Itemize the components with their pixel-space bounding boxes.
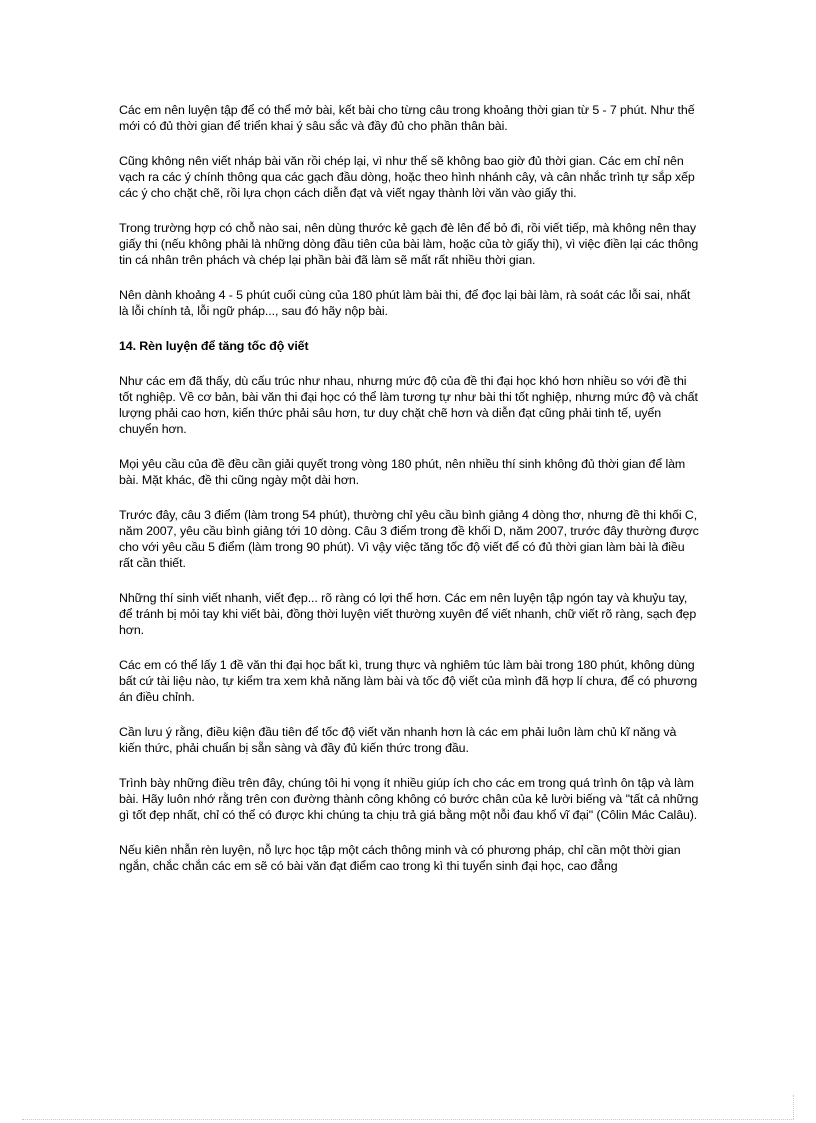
paragraph-writing-speed: Những thí sinh viết nhanh, viết đẹp... rõ ràng có lợi thế hơn. Các em nên luyện tập ngón tay và khuỷu tay, để tránh bị mỏi tay khi viết bài, đồng thời luyện viết thường xuyên để viết nhanh, chữ viết rõ ràng, sạch đẹp hơn. [119, 591, 697, 637]
section-heading: 14. Rèn luyện để tăng tốc độ viết [119, 339, 309, 353]
paragraph-difficulty: Như các em đã thấy, dù cấu trúc như nhau, nhưng mức độ của đề thi đại học khó hơn nhiều so với đề thi tốt nghiệp. Về cơ bản, bài văn thi đại học có thể làm tương tự như bài thi tốt nghiệp, nhưng mức độ và chất lượng phải cao hơn, kiến thức phải sâu hơn, tư duy chặt chẽ hơn và diễn đạt cũng phải tinh tế, uyển chuyển hơn. [119, 374, 698, 436]
paragraph-practice: Các em có thể lấy 1 đề văn thi đại học bất kì, trung thực và nghiêm túc làm bài trong 180 phút, không dùng bất cứ tài liệu nào, tự kiểm tra xem khả năng làm bài và tốc độ viết của mình đã hợp lí chưa, để có phương án điều chỉnh. [119, 658, 698, 704]
paragraph-review: Nên dành khoảng 4 - 5 phút cuối cùng của 180 phút làm bài thi, để đọc lại bài làm, rà soát các lỗi sai, nhất là lỗi chính tả, lỗi ngữ pháp..., sau đó hãy nộp bài. [119, 288, 691, 318]
paragraph-no-draft: Cũng không nên viết nháp bài văn rồi chép lại, vì như thế sẽ không bao giờ đủ thời gian. Các em chỉ nên vạch ra các ý chính thông qua các gạch đầu dòng, hoặc theo hình nhánh cây, và cân nhắc trình tự sắp xếp các ý cho chặt chẽ, rồi lựa chọn cách diễn đạt và viết ngay thành lời văn vào giấy thi. [119, 154, 695, 200]
paragraph-corrections: Trong trường hợp có chỗ nào sai, nên dùng thước kẻ gạch đè lên để bỏ đi, rồi viết tiếp, mà không nên thay giấy thi (nếu không phải là những dòng đầu tiên của bài làm, hoặc của tờ giấy thi), vì việc điền lại các thông tin cá nhân trên phách và chép lại phần bài đã làm sẽ mất rất nhiều thời gian. [119, 221, 699, 267]
paragraph-history: Trước đây, câu 3 điểm (làm trong 54 phút), thường chỉ yêu cầu bình giảng 4 dòng thơ, nhưng đề thi khối C, năm 2007, yêu cầu bình giảng tới 10 dòng. Câu 3 điểm trong đề khối D, năm 2007, trước đây thường được cho với yêu cầu 5 điểm (làm trong 90 phút). Vì vậy việc tăng tốc độ viết để có đủ thời gian làm bài là điều rất cần thiết. [119, 508, 699, 570]
page-edge-right-divider [793, 1095, 794, 1119]
paragraph-conclusion: Nếu kiên nhẫn rèn luyện, nỗ lực học tập một cách thông minh và có phương pháp, chỉ cần một thời gian ngắn, chắc chắn các em sẽ có bài văn đạt điểm cao trong kì thi tuyển sinh đại học, cao đẳng [119, 843, 681, 873]
document-body [119, 102, 699, 893]
page-edge-bottom-divider [22, 1119, 794, 1120]
paragraph-closing-quote: Trình bày những điều trên đây, chúng tôi hi vọng ít nhiều giúp ích cho các em trong quá trình ôn tập và làm bài. Hãy luôn nhớ rằng trên con đường thành công không có bước chân của kẻ lười biếng và "tất cả những gì tốt đẹp nhất, chỉ có thể có được khi chúng ta chịu trả giá bằng một nỗi đau khổ vĩ đại" (Côlin Mác Calâu). [119, 776, 699, 822]
paragraph-intro-timing: Các em nên luyện tập để có thể mở bài, kết bài cho từng câu trong khoảng thời gian từ 5 - 7 phút. Như thế mới có đủ thời gian để triển khai ý sâu sắc và đầy đủ cho phần thân bài. [119, 103, 695, 133]
paragraph-note: Cần lưu ý rằng, điều kiện đầu tiên để tốc độ viết văn nhanh hơn là các em phải luôn làm chủ kĩ năng và kiến thức, phải chuẩn bị sẵn sàng và đầy đủ kiến thức trong đầu. [119, 725, 677, 755]
paragraph-time-limit: Mọi yêu cầu của đề đều cần giải quyết trong vòng 180 phút, nên nhiều thí sinh không đủ thời gian để làm bài. Mặt khác, đề thi cũng ngày một dài hơn. [119, 457, 686, 487]
